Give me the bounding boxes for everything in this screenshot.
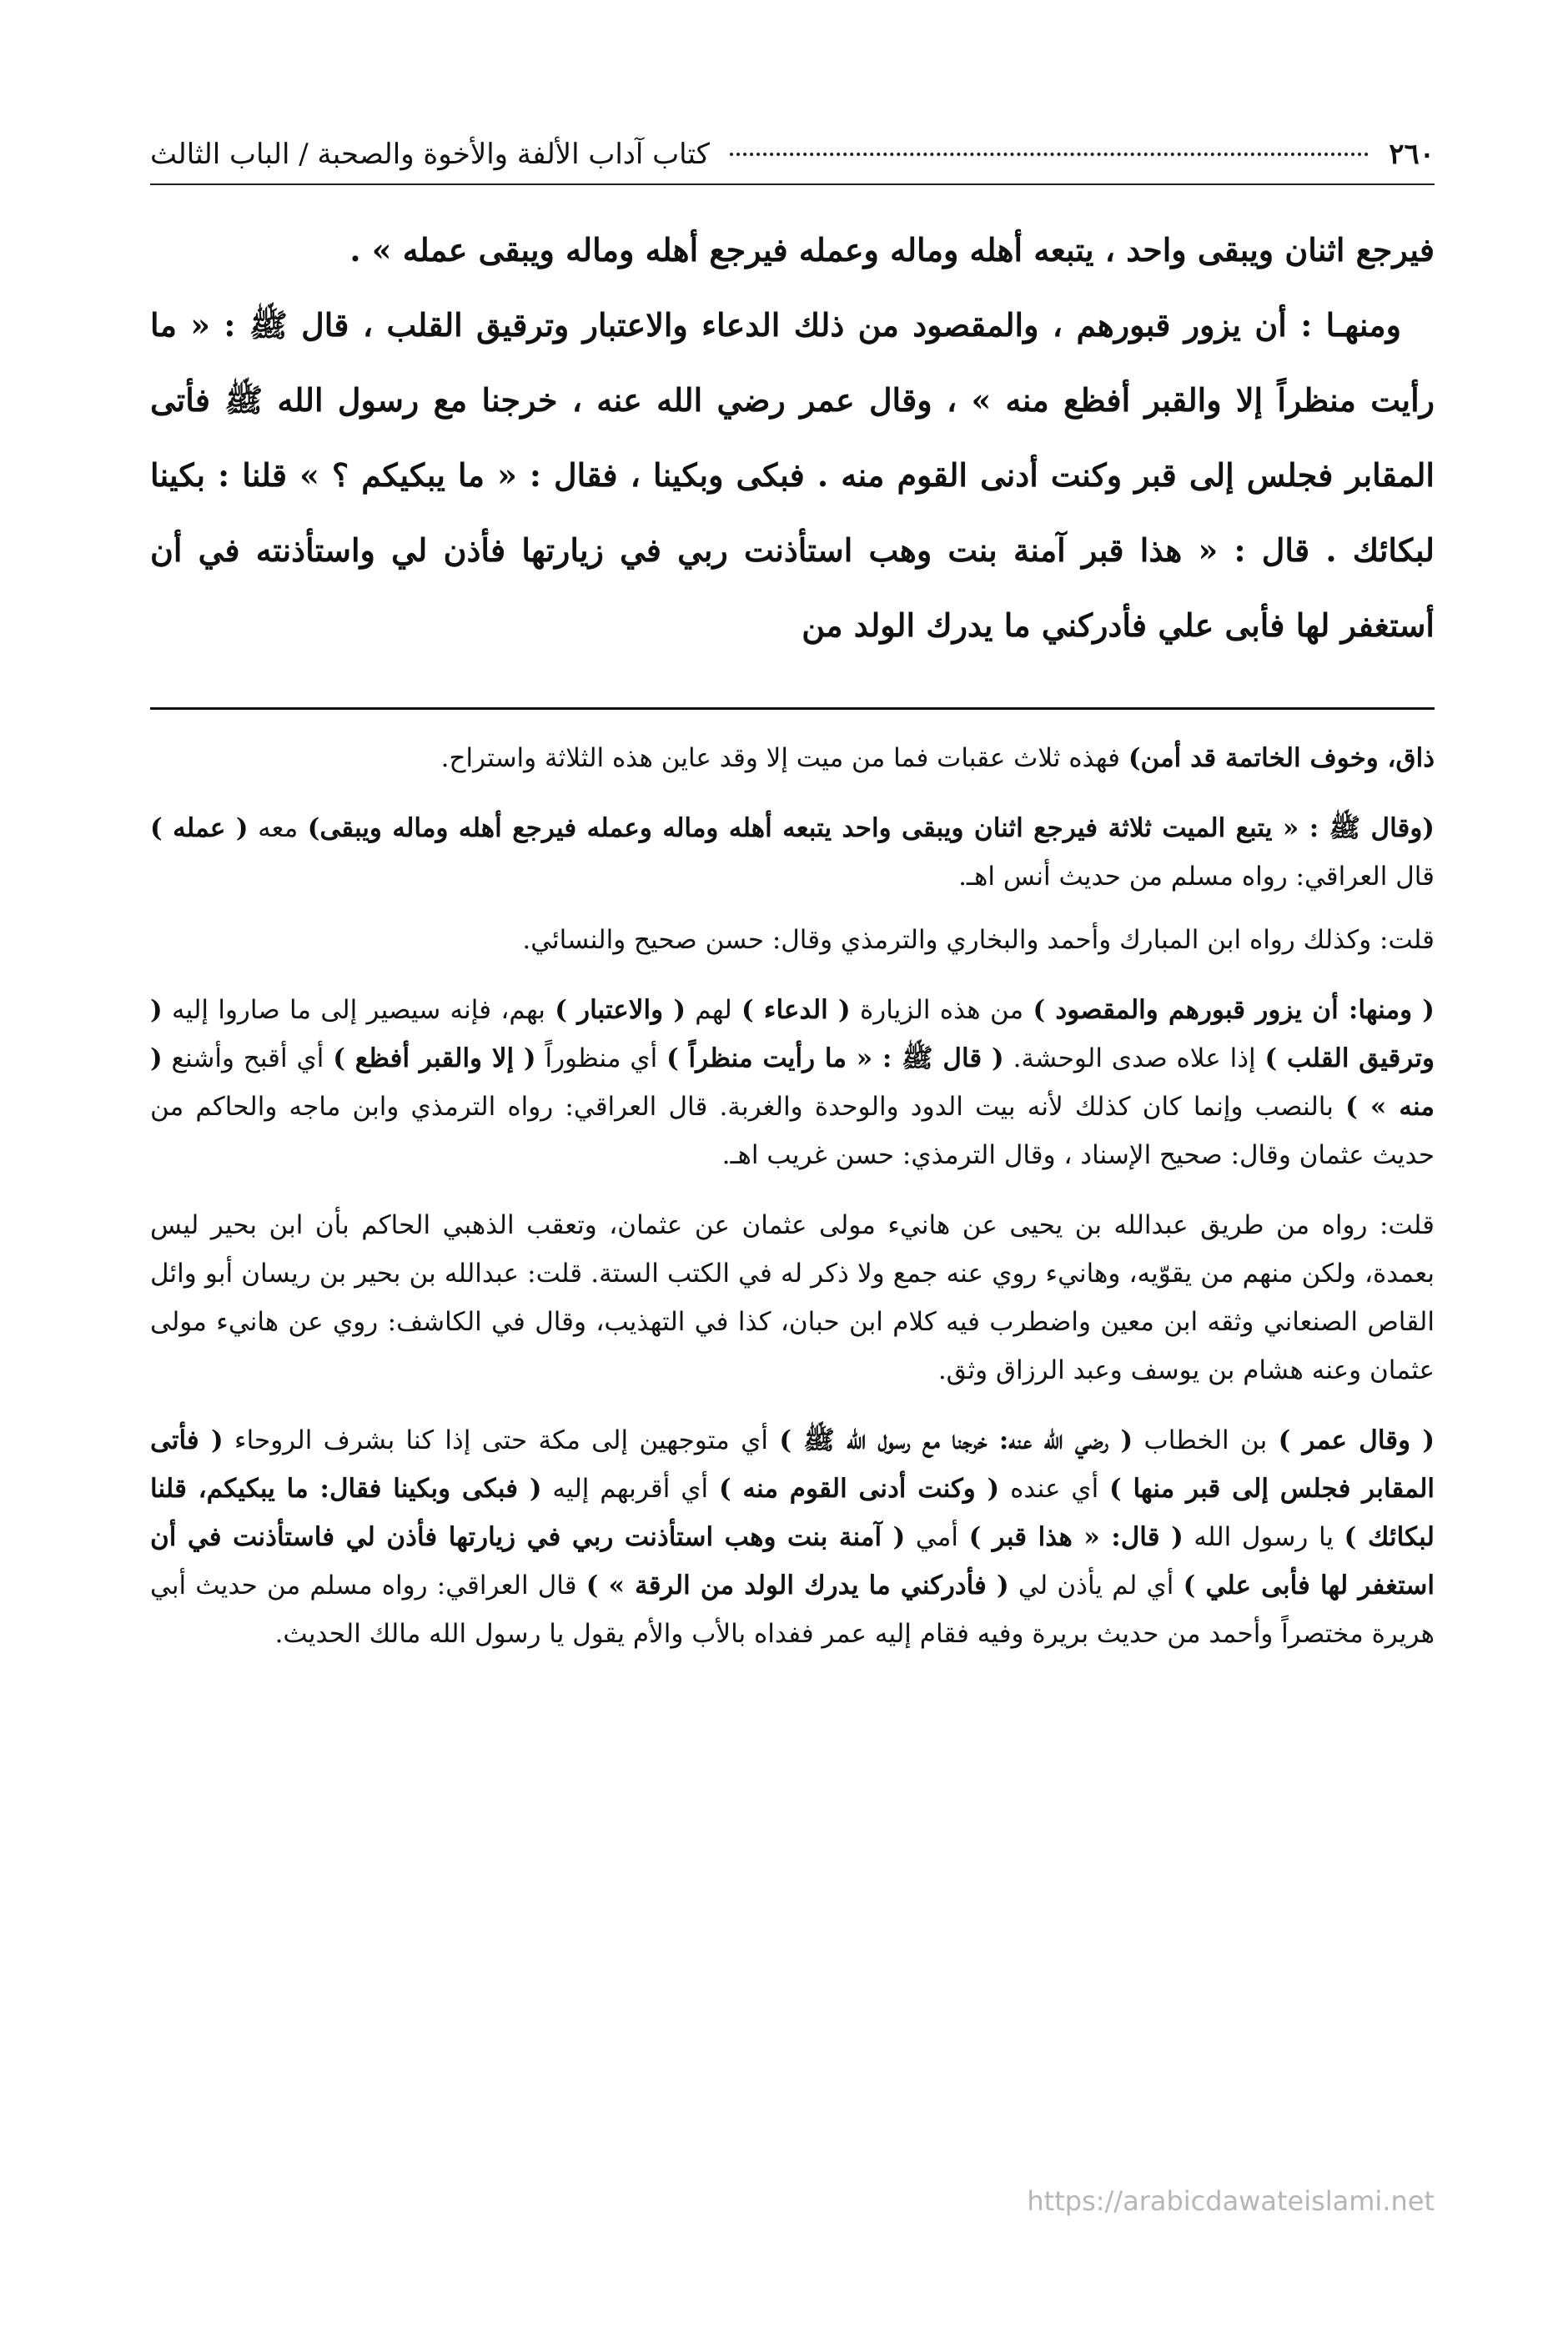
commentary-text: أي منظوراً — [535, 1043, 667, 1073]
commentary-text: من هذه الزيارة — [850, 995, 1033, 1025]
quoted-text: ( منه » ) — [150, 1043, 1435, 1122]
main-paragraph: ومنهـا : أن يزور قبورهم ، والمقصود من ذلك الدعاء والاعتبار وترقيق القلب ، قال ﷺ : « ما رأيت منظراً إلا والقبر أفظع منه » ، وقال عمر رضي الله عنه ، خرجنا مع رسول الله ﷺ فأتى المقابر فجلس إلى قبر وكنت أدنى القوم منه . فبكى وبكينا ، فقال : « ما يبكيكم ؟ » قلنا : بكينا لبكائك . قال : « هذا قبر آمنة بنت وهب استأذنت ربي في زيارتها فأذن لي واستأذنته في أن أستغفر لها فأبى علي فأدركني ما يدرك الولد من — [150, 306, 1435, 644]
quoted-text: ( إلا والقبر أفظع ) — [333, 1043, 536, 1073]
commentary-paragraph — [150, 804, 1435, 901]
quoted-text: ( والاعتبار ) — [555, 995, 686, 1025]
quoted-text: ( قال ﷺ : « ما رأيت منظراً ) — [666, 1043, 1004, 1073]
commentary-text: بهم، فإنه سيصير إلى ما صاروا إليه — [162, 995, 555, 1025]
commentary-text: أي أقربهم إليه — [541, 1474, 719, 1504]
commentary-paragraph — [150, 734, 1435, 782]
quoted-text: ( آمنة بنت وهب استأذنت ربي في زيارتها فأذن لي فاستأذنت في أن استغفر لها فأبى علي ) — [150, 1522, 1435, 1601]
commentary-paragraph: قلت: وكذلك رواه ابن المبارك وأحمد والبخاري والترمذي وقال: حسن صحيح والنسائي. — [522, 925, 1435, 955]
commentary-text: بن الخطاب — [1133, 1425, 1279, 1455]
watermark-url: https://arabicdawateislami.net — [1027, 2185, 1435, 2217]
commentary-text: إذا علاه صدى الوحشة. — [1003, 1043, 1265, 1073]
commentary-paragraph — [150, 1416, 1435, 1658]
commentary-text: يا رسول الله — [1183, 1522, 1344, 1552]
commentary-text: بالنصب وإنما كان كذلك لأنه بيت الدود والوحدة والغربة. قال العراقي: رواه الترمذي وابن ماجه والحاكم من حديث عثمان وقال: صحيح الإسناد ، وقال الترمذي: حسن غريب اهـ. — [150, 1092, 1435, 1170]
commentary-text: قال العراقي: رواه مسلم من حديث أبي هريرة مختصراً وأحمد من حديث بريرة وفيه فقام إليه عمر ففداه بالأب والأم يقول يا رسول الله مالك الحديث. — [150, 1571, 1435, 1649]
quoted-text: ( الدعاء ) — [741, 995, 851, 1025]
quoted-text: ( فأدركني ما يدرك الولد من الرقة » ) — [585, 1571, 1009, 1601]
commentary-paragraph: قلت: رواه من طريق عبدالله بن يحيى عن هانيء مولى عثمان عن عثمان، وتعقب الذهبي الحاكم بأن ابن بحير ليس بعمدة، ولكن منهم من يقوّيه، وهانيء روي عنه جمع ولا ذكر له في الكتب الستة. قلت: عبدالله بن بحير بن ريسان أبو وائل القاص الصنعاني وثقه ابن معين واضطرب فيه كلام ابن حبان، كذا في التهذيب، وقال في الكاشف: روي عن هانيء مولى عثمان وعنه هشام بن يوسف وعبد الرزاق وثق. — [150, 1210, 1435, 1385]
running-title: كتاب آداب الألفة والأخوة والصحبة / الباب الثالث — [150, 138, 710, 171]
quoted-text: ( فأتى المقابر فجلس إلى قبر منها ) — [150, 1425, 1435, 1504]
quoted-text: ( وترقيق القلب ) — [150, 995, 1435, 1073]
commentary-text: لهم — [685, 995, 741, 1025]
quoted-text: ( ومنها: أن يزور قبورهم والمقصود ) — [1033, 995, 1435, 1025]
commentary-text: أمي — [905, 1522, 969, 1552]
commentary-paragraph — [150, 986, 1435, 1179]
quoted-text: ( وقال عمر ) — [1278, 1425, 1435, 1455]
commentary-text: أي لم يأذن لي — [1008, 1571, 1184, 1601]
dotted-leader — [730, 153, 1369, 156]
page-number: ٢٦٠ — [1389, 138, 1435, 171]
running-header — [150, 125, 1435, 185]
main-text — [150, 213, 1435, 663]
commentary — [150, 734, 1435, 1680]
quoted-text: ( قال: « هذا قبر ) — [968, 1522, 1184, 1552]
commentary-text: معه — [248, 813, 308, 843]
quoted-text: (وقال ﷺ : « يتبع الميت ثلاثة فيرجع اثنان ويبقى واحد يتبعه أهله وماله وعمله فيرجع أهله وماله ويبقى) — [307, 813, 1435, 843]
commentary-text: فهذه ثلاث عقبات فما من ميت إلا وقد عاين هذه الثلاثة واستراح. — [440, 743, 1128, 773]
quoted-text: ذاق، وخوف الخاتمة قد أمن) — [1128, 743, 1435, 773]
quoted-text: ( وكنت أدنى القوم منه ) — [718, 1474, 1000, 1504]
quoted-text: ( عمله ) — [150, 813, 249, 843]
quoted-text: ( فبكى وبكينا فقال: ما يبكيكم، قلنا لبكائك ) — [150, 1474, 1435, 1552]
quoted-text: ( رضي الله عنه: خرجنا مع رسول الله ﷺ ) — [779, 1425, 1133, 1455]
section-divider — [150, 707, 1435, 710]
main-paragraph: فيرجع اثنان ويبقى واحد ، يتبعه أهله وماله وعمله فيرجع أهله وماله ويبقى عمله » . — [349, 231, 1435, 269]
commentary-text: أي أقبح وأشنع — [162, 1043, 334, 1073]
commentary-text: قال العراقي: رواه مسلم من حديث أنس اهـ. — [958, 862, 1435, 892]
commentary-text: أي متوجهين إلى مكة حتى إذا كنا بشرف الروحاء — [223, 1425, 780, 1455]
commentary-text: أي عنده — [999, 1474, 1110, 1504]
